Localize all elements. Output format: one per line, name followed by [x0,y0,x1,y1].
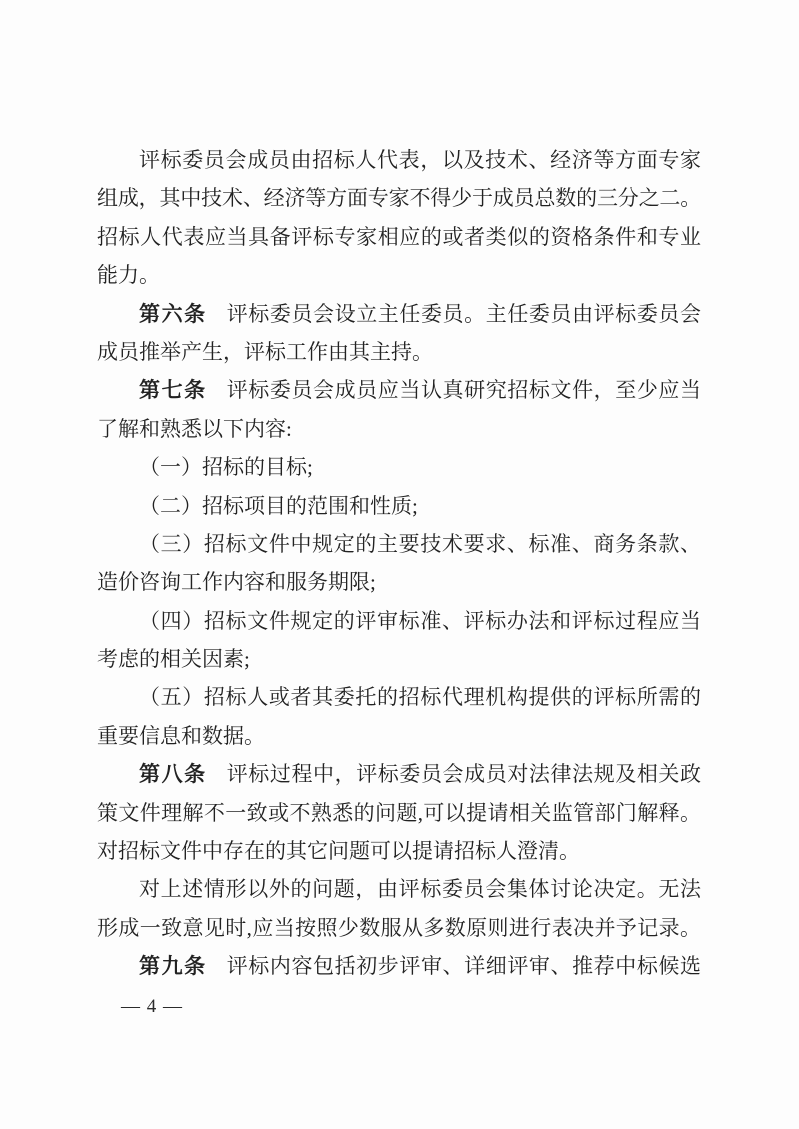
paragraph [97,602,701,679]
article-number: 第七条 [139,378,207,403]
line-text: 评标委员会成员由招标人代表，以及技术、经济等方面专家 [139,148,701,172]
paragraph [97,870,701,947]
text-line [97,640,701,678]
line-text: 招标人代表应当具备评标专家相应的或者类似的资格条件和专业 [97,224,701,249]
text-line [97,717,701,755]
line-text: 评标委员会成员应当认真研究招标文件，至少应当 [226,378,702,403]
line-text: （五）招标人或者其委托的招标代理机构提供的评标所需的 [139,685,701,710]
text-line [97,870,701,908]
line-text: 形成一致意见时,应当按照少数服从多数原则进行表决并予记录。 [97,915,701,940]
text-line [97,487,701,525]
line-text: 策文件理解不一致或不熟悉的问题,可以提请相关监管部门解释。 [97,800,701,825]
text-line [97,218,701,256]
line-text: （三）招标文件中规定的主要技术要求、标准、商务条款、 [139,531,701,556]
line-text: 对上述情形以外的问题，由评标委员会集体讨论决定。无法 [139,877,701,902]
text-line [97,947,701,985]
text-line [97,602,701,640]
line-text: 评标过程中，评标委员会成员对法律法规及相关政 [226,762,702,787]
text-line [97,678,701,716]
article-number: 第六条 [139,301,207,326]
line-text: 评标内容包括初步评审、详细评审、推荐中标候选 [226,954,702,979]
text-line [97,563,701,601]
line-text: 了解和熟悉以下内容: [97,416,292,441]
text-line [97,832,701,870]
paragraph [97,755,701,870]
paragraph [97,487,701,525]
document-body [97,141,701,986]
text-line [97,909,701,947]
text-line [97,410,701,448]
line-text: 组成，其中技术、经济等方面专家不得少于成员总数的三分之二。 [97,186,701,211]
line-text: 成员推举产生，评标工作由其主持。 [97,339,433,364]
line-text: （二）招标项目的范围和性质; [139,493,418,518]
line-text: 考虑的相关因素; [97,647,250,672]
text-line [97,371,701,409]
text-line [97,295,701,333]
page-number: — 4 — [121,996,183,1017]
text-line [97,525,701,563]
paragraph [97,141,701,295]
line-text: 能力。 [97,263,160,288]
article-number: 第九条 [139,954,207,979]
article-number: 第八条 [139,762,207,787]
line-text: 重要信息和数据。 [97,723,265,748]
text-line [97,141,701,179]
text-line [97,755,701,793]
paragraph [97,295,701,372]
text-line [97,448,701,486]
text-line [97,256,701,294]
paragraph [97,678,701,755]
paragraph [97,448,701,486]
line-text: 对招标文件中存在的其它问题可以提请招标人澄清。 [97,839,580,864]
paragraph [97,371,701,448]
text-line [97,794,701,832]
line-text: 评标委员会设立主任委员。主任委员由评标委员会 [226,301,702,326]
line-text: （四）招标文件规定的评审标准、评标办法和评标过程应当 [139,608,701,633]
line-text: 造价咨询工作内容和服务期限; [97,570,376,595]
text-line [97,333,701,371]
paragraph [97,947,701,985]
line-text: （一）招标的目标; [139,455,313,480]
text-line [97,179,701,217]
paragraph [97,525,701,602]
